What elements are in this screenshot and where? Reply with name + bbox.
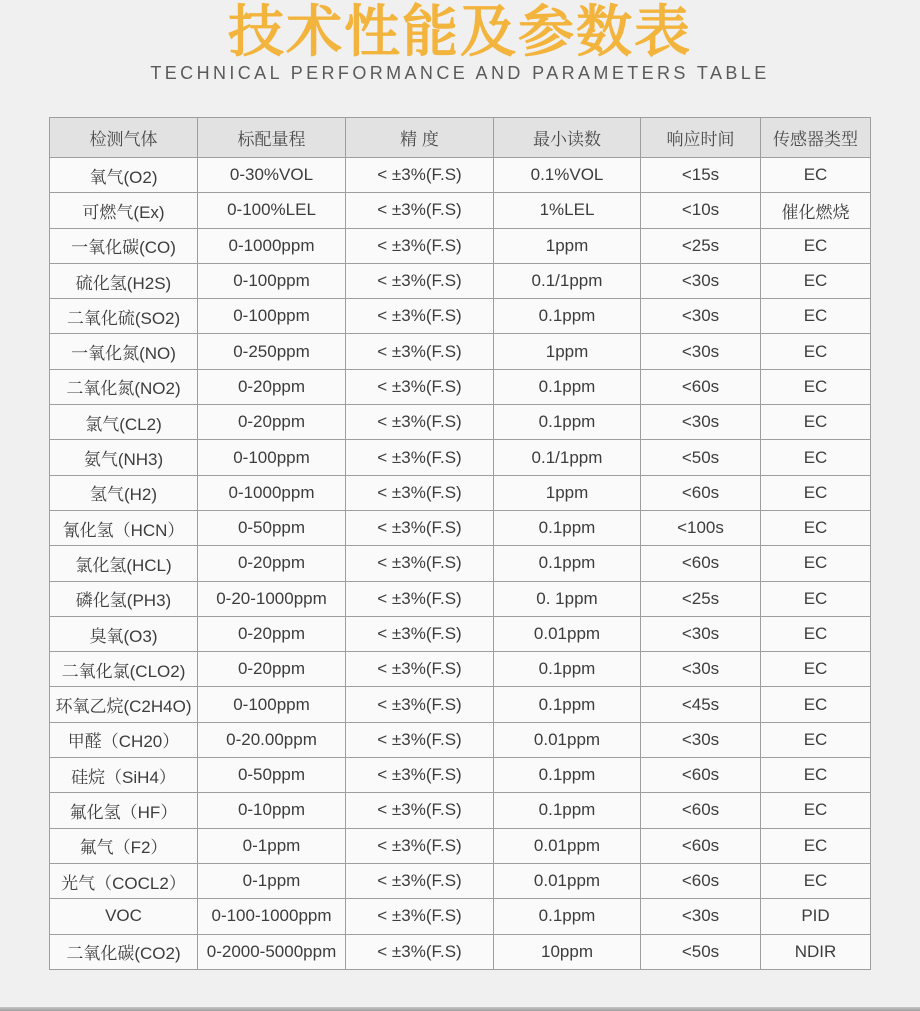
table-row bbox=[50, 263, 871, 298]
table-cell: 0-100ppm bbox=[198, 263, 346, 298]
table-row bbox=[50, 475, 871, 510]
table-cell: EC bbox=[761, 440, 871, 475]
table-cell: < ±3%(F.S) bbox=[346, 793, 494, 828]
table-cell: 0.1ppm bbox=[494, 546, 641, 581]
table-cell: 0-1000ppm bbox=[198, 475, 346, 510]
table-row bbox=[50, 616, 871, 651]
table-cell: 0-2000-5000ppm bbox=[198, 934, 346, 969]
table-cell: 二氧化氯(CLO2) bbox=[50, 652, 198, 687]
table-cell: < ±3%(F.S) bbox=[346, 510, 494, 545]
table-cell: EC bbox=[761, 828, 871, 863]
table-cell: VOC bbox=[50, 899, 198, 934]
table-cell: 氯化氢(HCL) bbox=[50, 546, 198, 581]
table-cell: <30s bbox=[641, 899, 761, 934]
table-cell: 0.01ppm bbox=[494, 863, 641, 898]
table-cell: 1ppm bbox=[494, 228, 641, 263]
table-cell: 氨气(NH3) bbox=[50, 440, 198, 475]
table-cell: EC bbox=[761, 369, 871, 404]
table-cell: 0-20ppm bbox=[198, 652, 346, 687]
table-cell: 0-20ppm bbox=[198, 546, 346, 581]
table-row bbox=[50, 934, 871, 969]
table-cell: <30s bbox=[641, 722, 761, 757]
table-cell: <50s bbox=[641, 440, 761, 475]
table-cell: < ±3%(F.S) bbox=[346, 899, 494, 934]
table-cell: 0-30%VOL bbox=[198, 158, 346, 193]
header-cell: 检测气体 bbox=[50, 118, 198, 158]
table-cell: EC bbox=[761, 334, 871, 369]
table-cell: < ±3%(F.S) bbox=[346, 193, 494, 228]
table-row bbox=[50, 405, 871, 440]
table-cell: 0-10ppm bbox=[198, 793, 346, 828]
table-cell: < ±3%(F.S) bbox=[346, 334, 494, 369]
table-cell: NDIR bbox=[761, 934, 871, 969]
spec-table bbox=[49, 117, 871, 970]
table-cell: 二氧化碳(CO2) bbox=[50, 934, 198, 969]
table-cell: < ±3%(F.S) bbox=[346, 828, 494, 863]
table-cell: 1ppm bbox=[494, 334, 641, 369]
table-cell: 氧气(O2) bbox=[50, 158, 198, 193]
table-cell: EC bbox=[761, 687, 871, 722]
table-cell: 0-50ppm bbox=[198, 510, 346, 545]
table-cell: < ±3%(F.S) bbox=[346, 581, 494, 616]
table-cell: 0-100ppm bbox=[198, 687, 346, 722]
table-cell: < ±3%(F.S) bbox=[346, 758, 494, 793]
table-cell: < ±3%(F.S) bbox=[346, 263, 494, 298]
table-cell: 一氧化碳(CO) bbox=[50, 228, 198, 263]
table-cell: 0.1/1ppm bbox=[494, 440, 641, 475]
table-row bbox=[50, 299, 871, 334]
table-cell: 氟气（F2） bbox=[50, 828, 198, 863]
table-row bbox=[50, 369, 871, 404]
table-cell: <45s bbox=[641, 687, 761, 722]
table-cell: < ±3%(F.S) bbox=[346, 722, 494, 757]
table-cell: 磷化氢(PH3) bbox=[50, 581, 198, 616]
table-cell: <60s bbox=[641, 546, 761, 581]
table-cell: <60s bbox=[641, 475, 761, 510]
table-cell: 环氧乙烷(C2H4O) bbox=[50, 687, 198, 722]
table-cell: EC bbox=[761, 299, 871, 334]
table-row bbox=[50, 758, 871, 793]
table-cell: 0.01ppm bbox=[494, 616, 641, 651]
table-cell: < ±3%(F.S) bbox=[346, 369, 494, 404]
table-row bbox=[50, 828, 871, 863]
table-cell: 0.1ppm bbox=[494, 405, 641, 440]
table-cell: 0-20ppm bbox=[198, 616, 346, 651]
table-cell: EC bbox=[761, 546, 871, 581]
header-cell: 响应时间 bbox=[641, 118, 761, 158]
table-cell: 0-1ppm bbox=[198, 828, 346, 863]
table-cell: 0.1ppm bbox=[494, 758, 641, 793]
table-row bbox=[50, 581, 871, 616]
table-cell: < ±3%(F.S) bbox=[346, 546, 494, 581]
table-cell: 氟化氢（HF） bbox=[50, 793, 198, 828]
table-cell: <30s bbox=[641, 652, 761, 687]
table-cell: EC bbox=[761, 158, 871, 193]
table-cell: 0.1%VOL bbox=[494, 158, 641, 193]
table-cell: 0-1ppm bbox=[198, 863, 346, 898]
table-cell: 二氧化氮(NO2) bbox=[50, 369, 198, 404]
table-cell: <25s bbox=[641, 581, 761, 616]
header-cell: 最小读数 bbox=[494, 118, 641, 158]
table-cell: 氰化氢（HCN） bbox=[50, 510, 198, 545]
table-cell: EC bbox=[761, 863, 871, 898]
table-cell: 0.1/1ppm bbox=[494, 263, 641, 298]
table-cell: 0-250ppm bbox=[198, 334, 346, 369]
table-row bbox=[50, 158, 871, 193]
table-row bbox=[50, 722, 871, 757]
table-cell: 硅烷（SiH4） bbox=[50, 758, 198, 793]
table-cell: 0-20ppm bbox=[198, 405, 346, 440]
table-cell: 0.01ppm bbox=[494, 722, 641, 757]
header-cell: 精 度 bbox=[346, 118, 494, 158]
table-cell: EC bbox=[761, 405, 871, 440]
table-row bbox=[50, 687, 871, 722]
table-cell: < ±3%(F.S) bbox=[346, 616, 494, 651]
table-cell: PID bbox=[761, 899, 871, 934]
header-cell: 标配量程 bbox=[198, 118, 346, 158]
table-cell: 0.1ppm bbox=[494, 899, 641, 934]
page-title: 技术性能及参数表 bbox=[228, 0, 692, 63]
table-cell: <30s bbox=[641, 334, 761, 369]
table-cell: EC bbox=[761, 475, 871, 510]
page-subtitle: TECHNICAL PERFORMANCE AND PARAMETERS TABLE bbox=[150, 63, 770, 83]
table-cell: < ±3%(F.S) bbox=[346, 405, 494, 440]
table-cell: 0.1ppm bbox=[494, 652, 641, 687]
table-body bbox=[50, 158, 871, 970]
table-cell: 催化燃烧 bbox=[761, 193, 871, 228]
table-cell: EC bbox=[761, 510, 871, 545]
table-cell: 0. 1ppm bbox=[494, 581, 641, 616]
table-cell: < ±3%(F.S) bbox=[346, 934, 494, 969]
table-cell: 0.1ppm bbox=[494, 299, 641, 334]
table-cell: < ±3%(F.S) bbox=[346, 475, 494, 510]
table-cell: 0-50ppm bbox=[198, 758, 346, 793]
table-cell: 0.1ppm bbox=[494, 510, 641, 545]
table-cell: 可燃气(Ex) bbox=[50, 193, 198, 228]
table-cell: 0-20-1000ppm bbox=[198, 581, 346, 616]
table-row bbox=[50, 193, 871, 228]
table-cell: <60s bbox=[641, 758, 761, 793]
table-header-row bbox=[50, 118, 871, 158]
table-cell: <30s bbox=[641, 616, 761, 651]
table-cell: 1ppm bbox=[494, 475, 641, 510]
table-cell: <25s bbox=[641, 228, 761, 263]
bottom-divider bbox=[0, 1007, 920, 1011]
table-cell: < ±3%(F.S) bbox=[346, 652, 494, 687]
table-cell: 0-20ppm bbox=[198, 369, 346, 404]
table-cell: EC bbox=[761, 616, 871, 651]
table-cell: <60s bbox=[641, 369, 761, 404]
table-cell: EC bbox=[761, 652, 871, 687]
table-cell: EC bbox=[761, 228, 871, 263]
table-cell: EC bbox=[761, 793, 871, 828]
table-cell: < ±3%(F.S) bbox=[346, 158, 494, 193]
table-cell: 10ppm bbox=[494, 934, 641, 969]
table-cell: < ±3%(F.S) bbox=[346, 228, 494, 263]
table-cell: < ±3%(F.S) bbox=[346, 299, 494, 334]
table-cell: < ±3%(F.S) bbox=[346, 440, 494, 475]
table-cell: 二氧化硫(SO2) bbox=[50, 299, 198, 334]
table-cell: 0.1ppm bbox=[494, 793, 641, 828]
table-cell: 1%LEL bbox=[494, 193, 641, 228]
table-cell: 0.01ppm bbox=[494, 828, 641, 863]
table-row bbox=[50, 546, 871, 581]
table-row bbox=[50, 510, 871, 545]
table-cell: 0-1000ppm bbox=[198, 228, 346, 263]
table-row bbox=[50, 863, 871, 898]
table-row bbox=[50, 228, 871, 263]
table-cell: 0-100%LEL bbox=[198, 193, 346, 228]
table-cell: <30s bbox=[641, 263, 761, 298]
table-cell: <30s bbox=[641, 405, 761, 440]
table-row bbox=[50, 334, 871, 369]
table-cell: 一氧化氮(NO) bbox=[50, 334, 198, 369]
table-cell: EC bbox=[761, 581, 871, 616]
table-cell: 硫化氢(H2S) bbox=[50, 263, 198, 298]
table-cell: <60s bbox=[641, 863, 761, 898]
table-cell: 0-100ppm bbox=[198, 299, 346, 334]
table-cell: 0.1ppm bbox=[494, 687, 641, 722]
table-cell: <15s bbox=[641, 158, 761, 193]
table-cell: 氯气(CL2) bbox=[50, 405, 198, 440]
table-cell: < ±3%(F.S) bbox=[346, 687, 494, 722]
table-cell: <30s bbox=[641, 299, 761, 334]
table-cell: 0-20.00ppm bbox=[198, 722, 346, 757]
table-row bbox=[50, 440, 871, 475]
table-cell: <10s bbox=[641, 193, 761, 228]
table-cell: 臭氧(O3) bbox=[50, 616, 198, 651]
table-row bbox=[50, 652, 871, 687]
table-row bbox=[50, 899, 871, 934]
table-cell: EC bbox=[761, 263, 871, 298]
table-row bbox=[50, 793, 871, 828]
table-cell: <60s bbox=[641, 793, 761, 828]
table-cell: 甲醛（CH20） bbox=[50, 722, 198, 757]
header-cell: 传感器类型 bbox=[761, 118, 871, 158]
table-cell: 氢气(H2) bbox=[50, 475, 198, 510]
table-cell: <60s bbox=[641, 828, 761, 863]
table-cell: 0-100ppm bbox=[198, 440, 346, 475]
table-cell: 0.1ppm bbox=[494, 369, 641, 404]
table-cell: EC bbox=[761, 722, 871, 757]
table-cell: 0-100-1000ppm bbox=[198, 899, 346, 934]
table-cell: 光气（COCL2） bbox=[50, 863, 198, 898]
table-cell: <50s bbox=[641, 934, 761, 969]
table-cell: EC bbox=[761, 758, 871, 793]
table-cell: < ±3%(F.S) bbox=[346, 863, 494, 898]
table-cell: <100s bbox=[641, 510, 761, 545]
